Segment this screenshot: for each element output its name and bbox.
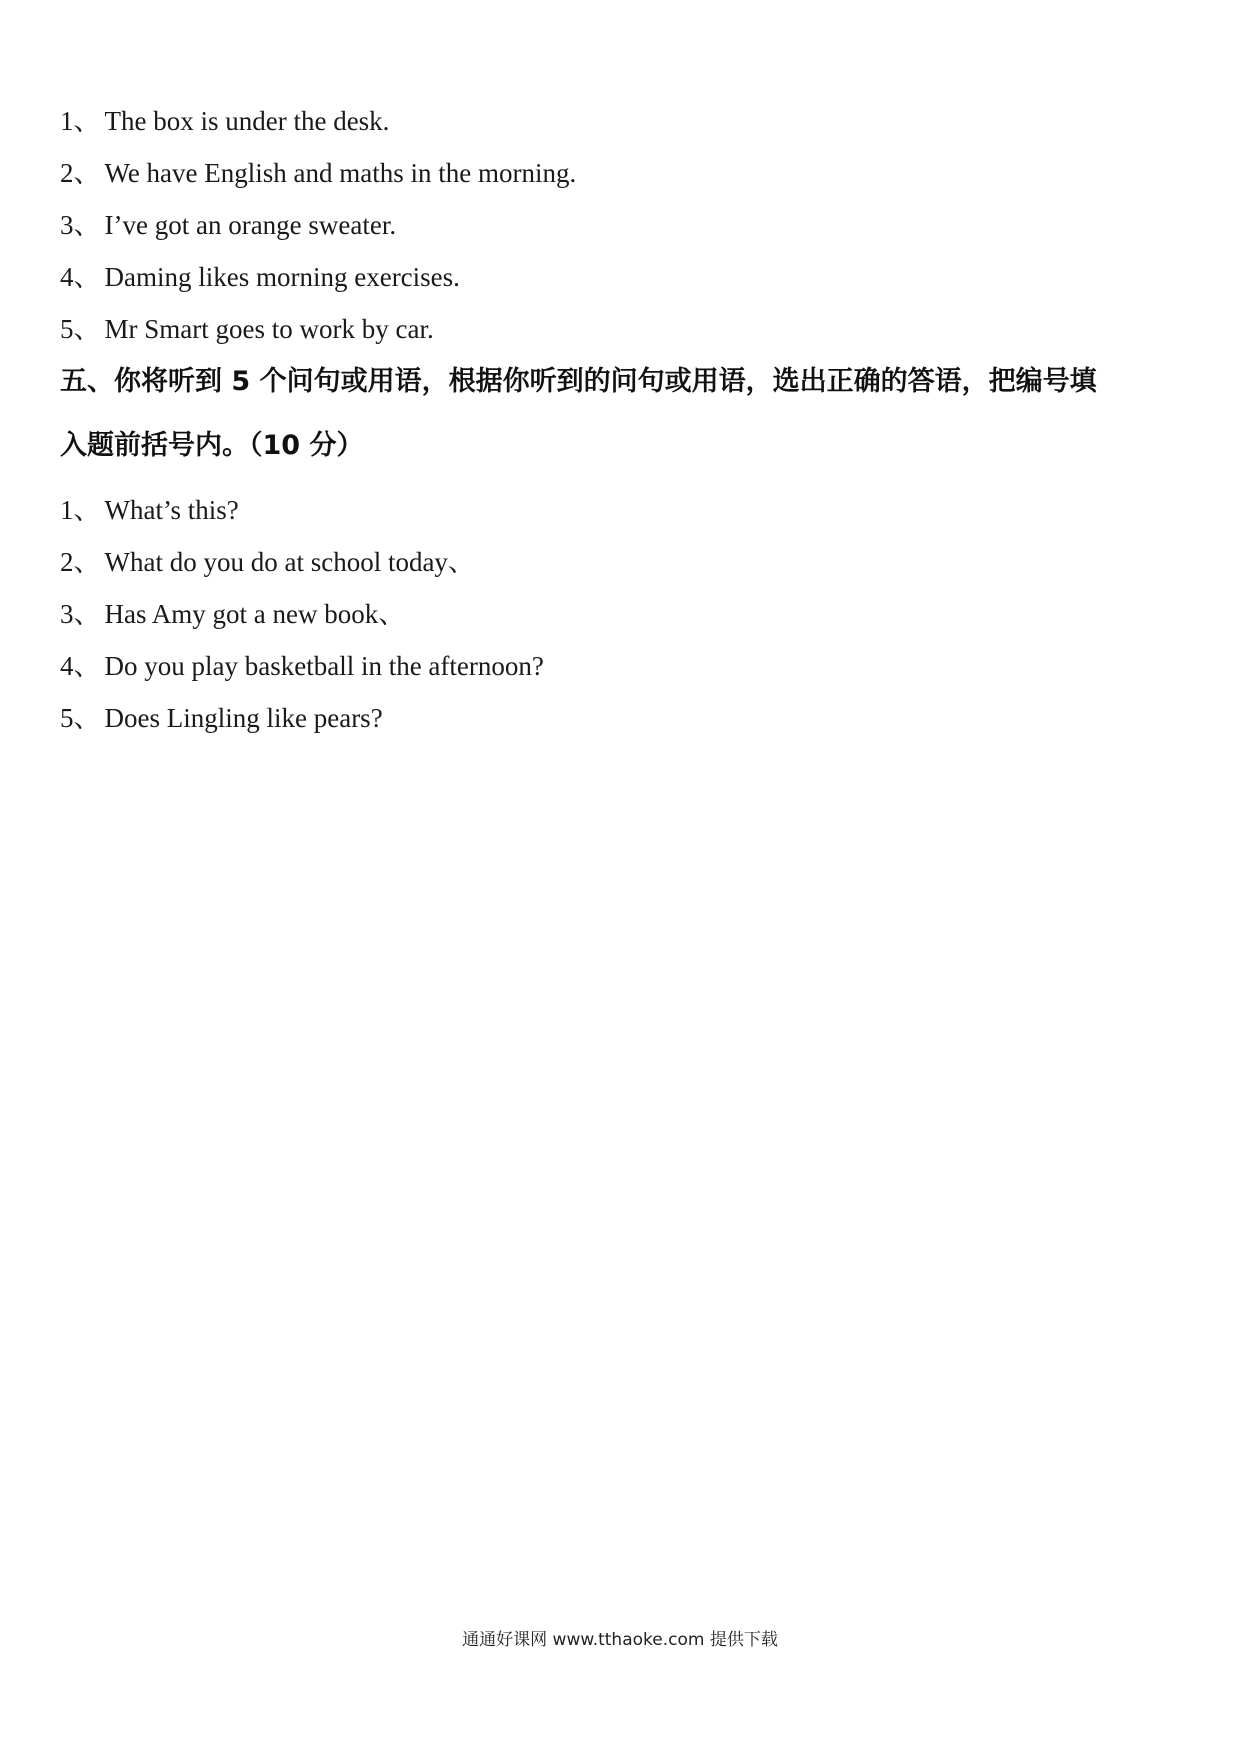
item-number: 2 xyxy=(60,547,74,577)
item-number: 4 xyxy=(60,262,74,292)
item-text: Does Lingling like pears? xyxy=(104,703,383,733)
list-item xyxy=(60,259,460,295)
item-number: 5 xyxy=(60,314,74,344)
item-text: What’s this? xyxy=(104,495,239,525)
list-item xyxy=(60,155,576,191)
item-number: 1 xyxy=(60,106,74,136)
list-item xyxy=(60,544,475,580)
item-separator: 、 xyxy=(73,651,101,681)
item-separator: 、 xyxy=(73,106,101,136)
item-separator: 、 xyxy=(73,210,101,240)
item-separator: 、 xyxy=(73,314,101,344)
item-text: We have English and maths in the morning. xyxy=(104,158,577,188)
item-number: 3 xyxy=(60,210,74,240)
item-separator: 、 xyxy=(73,703,101,733)
item-number: 4 xyxy=(60,651,74,681)
item-separator: 、 xyxy=(73,599,101,629)
section-heading-line-1: 五、你将听到 5 个问句或用语，根据你听到的问句或用语，选出正确的答语，把编号填 xyxy=(60,366,1097,397)
list-item xyxy=(60,648,544,684)
item-text: The box is under the desk. xyxy=(104,106,390,136)
list-item xyxy=(60,700,383,736)
item-number: 5 xyxy=(60,703,74,733)
item-separator: 、 xyxy=(73,547,101,577)
item-text: Has Amy got a new book、 xyxy=(104,599,406,629)
item-text: Do you play basketball in the afternoon? xyxy=(104,651,544,681)
list-item xyxy=(60,492,239,528)
item-number: 3 xyxy=(60,599,74,629)
list-item xyxy=(60,311,434,347)
list-item xyxy=(60,103,389,139)
item-number: 1 xyxy=(60,495,74,525)
item-text: Daming likes morning exercises. xyxy=(104,262,460,292)
item-separator: 、 xyxy=(73,262,101,292)
list-item xyxy=(60,207,396,243)
item-text: What do you do at school today、 xyxy=(104,547,475,577)
item-text: Mr Smart goes to work by car. xyxy=(104,314,434,344)
item-text: I’ve got an orange sweater. xyxy=(104,210,397,240)
item-separator: 、 xyxy=(73,495,101,525)
list-item xyxy=(60,596,405,632)
item-separator: 、 xyxy=(73,158,101,188)
item-number: 2 xyxy=(60,158,74,188)
page-footer: 通通好课网 www.tthaoke.com 提供下载 xyxy=(462,1630,778,1650)
section-heading-line-2: 入题前括号内。（10 分） xyxy=(60,430,364,461)
